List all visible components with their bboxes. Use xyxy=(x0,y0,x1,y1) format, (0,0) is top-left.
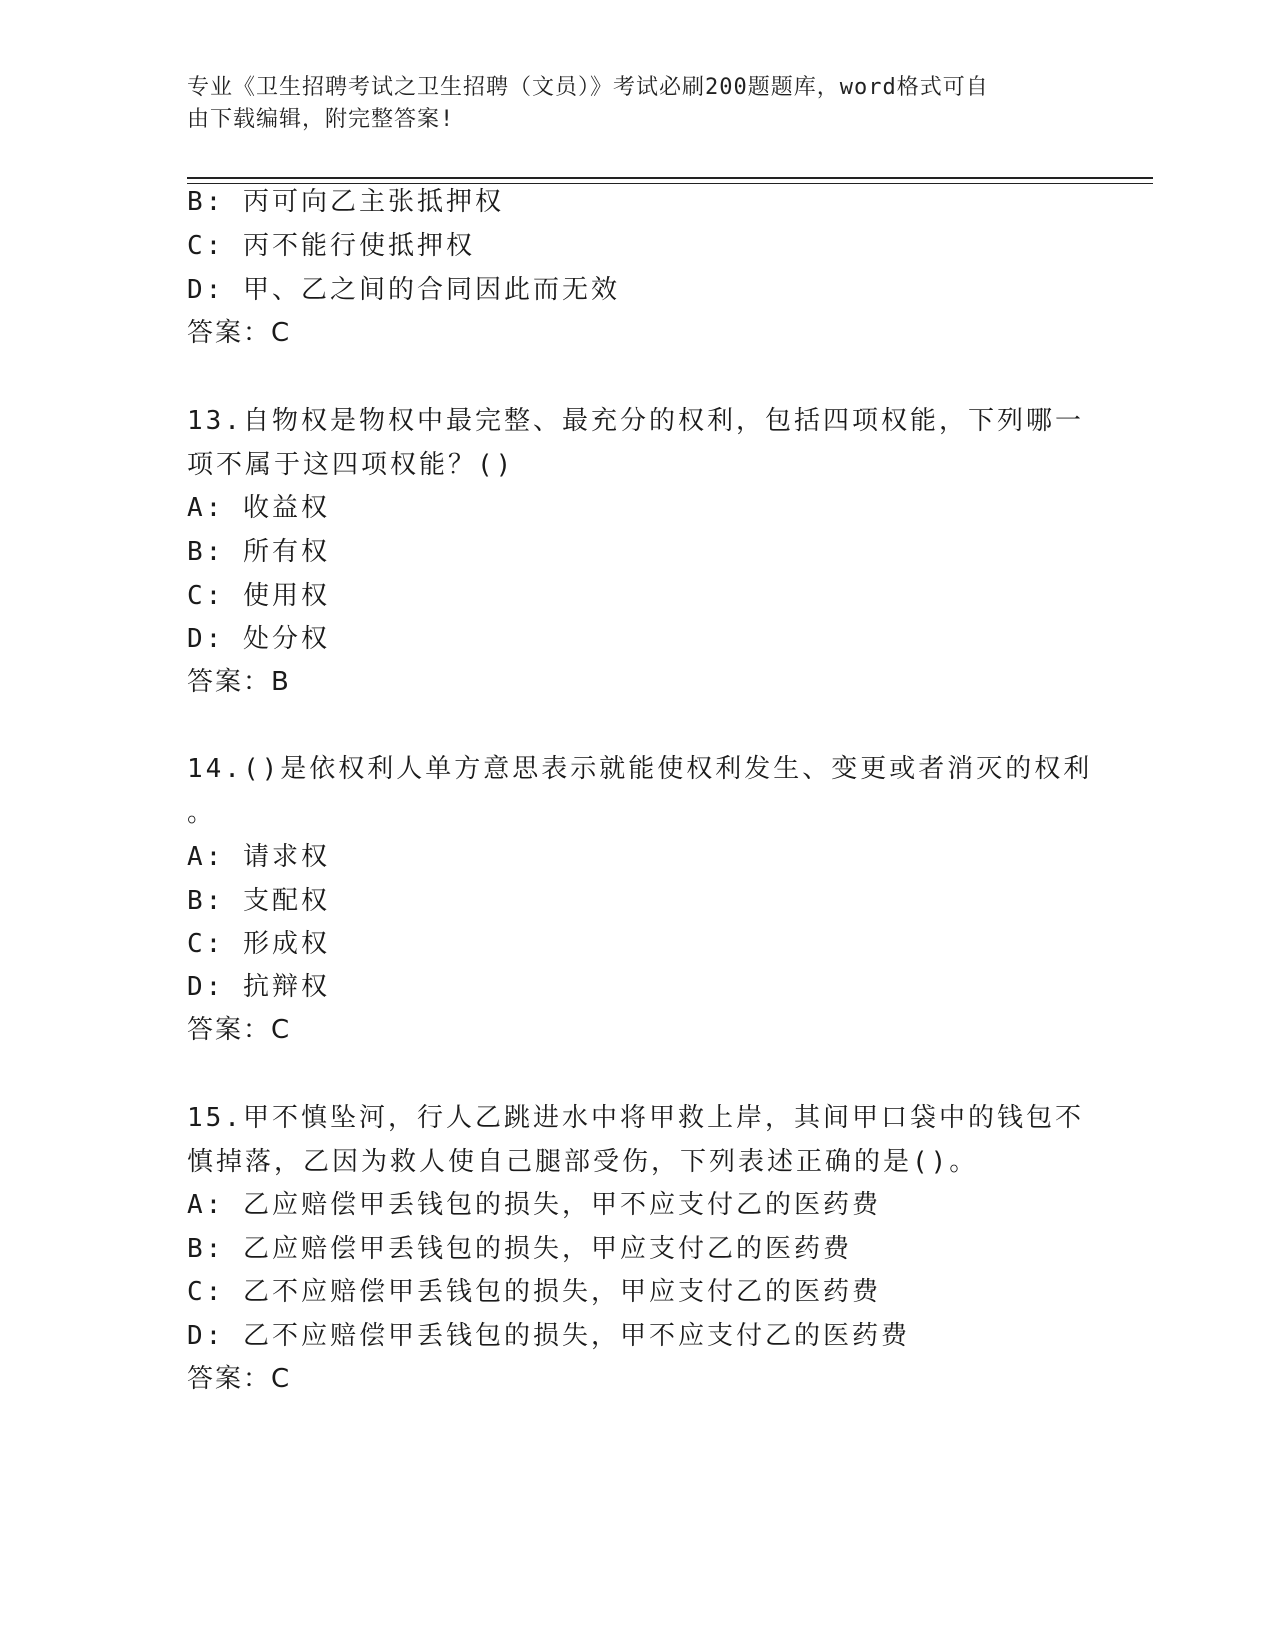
q15-option-c: C: 乙不应赔偿甲丢钱包的损失，甲应支付乙的医药费 xyxy=(187,1277,881,1307)
prev-option-d: D: 甲、乙之间的合同因此而无效 xyxy=(187,275,620,305)
q13-option-c: C: 使用权 xyxy=(187,581,330,611)
q13-answer: 答案：B xyxy=(187,667,291,697)
header-line-2: 由下载编辑，附完整答案! xyxy=(187,107,455,132)
q14-option-a: A: 请求权 xyxy=(187,842,330,872)
q13-stem-line-1: 13.自物权是物权中最完整、最充分的权利，包括四项权能，下列哪一 xyxy=(187,406,1084,436)
prev-option-b: B: 丙可向乙主张抵押权 xyxy=(187,187,504,217)
q15-option-a: A: 乙应赔偿甲丢钱包的损失，甲不应支付乙的医药费 xyxy=(187,1190,881,1220)
q15-option-d: D: 乙不应赔偿甲丢钱包的损失，甲不应支付乙的医药费 xyxy=(187,1321,910,1351)
q14-stem-line-1: 14.()是依权利人单方意思表示就能使权利发生、变更或者消灭的权利 xyxy=(187,754,1093,784)
q14-answer: 答案：C xyxy=(187,1015,292,1045)
document-header xyxy=(187,72,1067,136)
header-divider-thick xyxy=(187,177,1153,179)
q15-answer: 答案：C xyxy=(187,1364,292,1394)
q15-option-b: B: 乙应赔偿甲丢钱包的损失，甲应支付乙的医药费 xyxy=(187,1234,852,1264)
q14-option-c: C: 形成权 xyxy=(187,929,330,959)
q15-stem-line-1: 15.甲不慎坠河，行人乙跳进水中将甲救上岸，其间甲口袋中的钱包不 xyxy=(187,1103,1084,1133)
q13-option-a: A: 收益权 xyxy=(187,493,330,523)
q14-stem-line-2: 。 xyxy=(187,798,217,828)
q14-option-b: B: 支配权 xyxy=(187,886,330,916)
prev-answer: 答案：C xyxy=(187,318,292,348)
header-divider-thin xyxy=(187,183,1153,184)
header-line-1: 专业《卫生招聘考试之卫生招聘（文员）》考试必刷200题题库，word格式可自 xyxy=(187,75,989,100)
q13-option-b: B: 所有权 xyxy=(187,537,330,567)
q13-option-d: D: 处分权 xyxy=(187,624,330,654)
prev-option-c: C: 丙不能行使抵押权 xyxy=(187,231,475,261)
q15-stem-line-2: 慎掉落，乙因为救人使自己腿部受伤，下列表述正确的是()。 xyxy=(187,1147,979,1177)
q14-option-d: D: 抗辩权 xyxy=(187,972,330,1002)
q13-stem-line-2: 项不属于这四项权能？() xyxy=(187,450,515,480)
